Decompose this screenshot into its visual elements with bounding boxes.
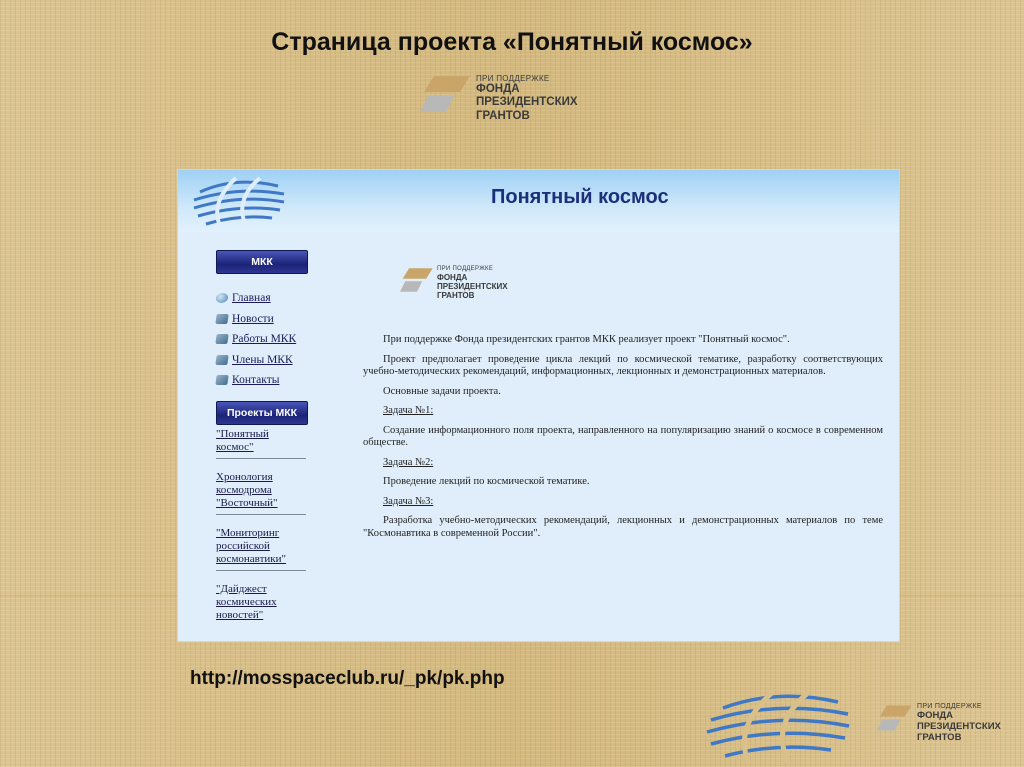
folder-icon — [215, 355, 228, 365]
bottom-grant-logo — [877, 703, 1001, 744]
menu-item-label: Новости — [232, 312, 274, 325]
grants-emblem-icon — [420, 74, 472, 114]
menu-item-contacts[interactable] — [216, 370, 296, 391]
project-link-understandable-space[interactable]: "Понятный космос" — [216, 428, 269, 453]
mkk-globe-logo-icon — [190, 172, 288, 230]
project-link-vostochny-chronology[interactable]: Хронология космодрома "Восточный" — [216, 471, 278, 509]
menu-item-news[interactable] — [216, 309, 296, 330]
grant-logo-line4: ГРАНТОВ — [437, 291, 475, 301]
mkk-globe-logo-icon — [703, 686, 853, 766]
grant-logo-line2: ФОНДА — [917, 710, 953, 722]
menu-item-label: Работы МКК — [232, 333, 297, 346]
grant-logo-line3: ПРЕЗИДЕНТСКИХ — [476, 96, 578, 109]
grant-logo-line4: ГРАНТОВ — [917, 731, 962, 743]
slide-title: Страница проекта «Понятный космос» — [271, 28, 753, 56]
side-menu — [216, 288, 296, 391]
project-url[interactable]: http://mosspaceclub.ru/_pk/pk.php — [190, 668, 505, 689]
divider — [216, 570, 306, 571]
article-paragraph: Создание информационного поля проекта, направленного на популяризацию знаний о космосе в современном обществе. — [363, 424, 883, 448]
grant-logo-line2: ФОНДА — [476, 83, 520, 96]
menu-header-mkk: МКК — [216, 250, 308, 274]
grants-emblem-icon — [400, 266, 434, 294]
site-banner — [178, 170, 899, 232]
projects-list — [216, 428, 308, 626]
project-link-space-news-digest[interactable]: "Дайджест космических новостей" — [216, 583, 277, 621]
menu-header-projects: Проекты МКК — [216, 401, 308, 425]
task-heading-3: Задача №3: — [383, 495, 434, 507]
grant-logo-line1: ПРИ ПОДДЕРЖКЕ — [437, 266, 494, 272]
article-paragraph: При поддержке Фонда президентских грантов МКК реализует проект "Понятный космос". — [383, 334, 790, 345]
task-heading-1: Задача №1: — [383, 405, 434, 416]
grant-logo-line4: ГРАНТОВ — [476, 109, 530, 122]
menu-item-works[interactable] — [216, 329, 296, 350]
globe-icon — [215, 293, 228, 303]
presidential-grants-fund-logo — [420, 74, 578, 123]
divider — [216, 514, 306, 515]
project-link-cosmonautics-monitoring[interactable]: "Мониторинг российской космонавтики" — [216, 527, 287, 565]
website-screenshot — [177, 169, 900, 642]
task-heading-2: Задача №2: — [383, 456, 434, 468]
menu-item-home[interactable] — [216, 288, 296, 309]
article-paragraph: Проект предполагает проведение цикла лекций по космической тематике, разработку соответствующих учебно-методических рекомендаций, информационных, лекционных и демонстрационных материалов. — [363, 353, 883, 377]
menu-item-label: Члены МКК — [232, 353, 293, 366]
grant-logo-line1: ПРИ ПОДДЕРЖКЕ — [476, 74, 550, 83]
grant-logo-line2: ФОНДА — [437, 272, 468, 282]
menu-item-label: Главная — [232, 292, 271, 305]
site-title: Понятный космос — [491, 186, 669, 208]
folder-icon — [215, 314, 228, 324]
content-grant-logo — [400, 266, 508, 300]
grants-emblem-icon — [877, 703, 913, 733]
grant-logo-line1: ПРИ ПОДДЕРЖКЕ — [917, 703, 982, 710]
article-paragraph: Основные задачи проекта. — [383, 385, 501, 397]
article-text — [363, 334, 883, 547]
divider — [216, 458, 306, 459]
menu-item-label: Контакты — [232, 374, 280, 387]
folder-icon — [215, 375, 228, 385]
article-paragraph: Проведение лекций по космической тематике. — [383, 476, 590, 487]
grant-logo-line3: ПРЕЗИДЕНТСКИХ — [437, 282, 508, 292]
menu-item-members[interactable] — [216, 350, 296, 371]
article-paragraph: Разработка учебно-методических рекомендаций, лекционных и демонстрационных материалов по теме "Космонавтика в современной России". — [363, 515, 883, 539]
grant-logo-line3: ПРЕЗИДЕНТСКИХ — [917, 720, 1001, 732]
folder-icon — [215, 334, 228, 344]
